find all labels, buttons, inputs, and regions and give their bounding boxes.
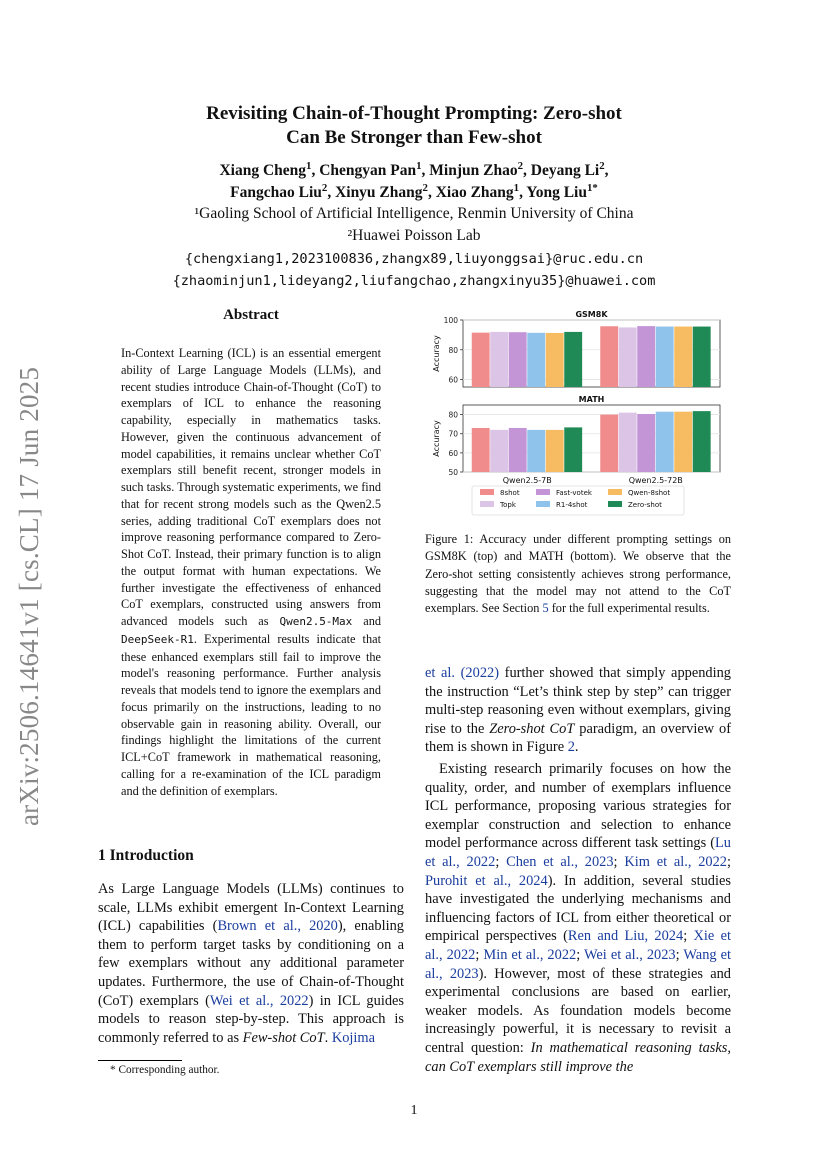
legend-label: Zero-shot xyxy=(628,501,662,509)
figure-1-chart xyxy=(420,305,732,520)
y-axis-label: Accuracy xyxy=(432,420,441,457)
bar-8shot-Qwen2.5-7B xyxy=(472,428,490,472)
figure-1-caption: Figure 1: Accuracy under different prompting settings on GSM8K (top) and MATH (bottom). We observe that the Zero-shot setting consistently achieves strong performance, suggesting that the model may not attend to the CoT exemplars. See Section 5 for the full experimental results. xyxy=(425,532,731,616)
affiliation-line2: ²Huawei Poisson Lab xyxy=(347,227,481,244)
y-tick-label: 60 xyxy=(448,375,458,385)
email-line1: {chengxiang1,2023100836,zhangx89,liuyonggsai}@ruc.edu.cn xyxy=(184,251,644,267)
footnote: * Corresponding author. xyxy=(110,1064,220,1076)
affiliation-line1: ¹Gaoling School of Artificial Intelligence, Renmin University of China xyxy=(194,205,634,222)
bar-Qwen-8shot-Qwen2.5-72B xyxy=(674,412,692,472)
legend-label: R1-4shot xyxy=(556,501,588,509)
bar-Zero-shot-Qwen2.5-7B xyxy=(564,332,582,387)
email-line2: {zhaominjun1,lideyang2,liufangchao,zhangxinyu35}@huawei.com xyxy=(172,273,656,289)
bar-R1-4shot-Qwen2.5-72B xyxy=(656,327,674,387)
y-tick-label: 80 xyxy=(448,410,458,420)
bar-Qwen-8shot-Qwen2.5-72B xyxy=(674,327,692,387)
legend-swatch-8shot xyxy=(480,489,494,495)
chart-title: MATH xyxy=(578,395,605,404)
page-number: 1 xyxy=(410,1103,418,1118)
bar-R1-4shot-Qwen2.5-7B xyxy=(527,430,545,472)
intro-right-paragraph-1: et al. (2022) further showed that simply appending the instruction “Let’s think step by step” can trigger multi-step reasoning even without exemplars, giving rise to the Zero-shot CoT paradigm, an overview of them is shown in Figure 2. xyxy=(425,665,732,756)
legend-label: Qwen-8shot xyxy=(628,489,671,497)
bar-Fast-votek-Qwen2.5-72B xyxy=(637,414,655,472)
bar-R1-4shot-Qwen2.5-72B xyxy=(656,412,674,472)
bar-Fast-votek-Qwen2.5-72B xyxy=(637,326,655,387)
bar-Zero-shot-Qwen2.5-7B xyxy=(564,427,582,472)
y-tick-label: 50 xyxy=(448,468,458,477)
bar-Topk-Qwen2.5-7B xyxy=(490,332,508,387)
bar-R1-4shot-Qwen2.5-7B xyxy=(527,333,545,387)
bar-8shot-Qwen2.5-72B xyxy=(600,415,618,472)
y-axis-label: Accuracy xyxy=(432,335,441,372)
legend-label: Topk xyxy=(500,501,516,509)
intro-right-paragraph-2: Existing research primarily focuses on how the quality, order, and number of exemplars influence ICL performance, proposing various strategies for exemplar construction and selection to enhance model performance across different task settings (Lu et al., 2022; Chen et al., 2023; Kim et al., 2022; Purohit et al., 2024). In addition, several studies have investigated the underlying mechanisms and influencing factors of ICL from either theoretical or empirical perspectives (Ren and Liu, 2024; Xie et al., 2022; Min et al., 2022; Wei et al., 2023; Wang et al., 2023). However, most of these strategies and experimental conclusions are based on earlier, weaker models. As foundation models become increasingly powerful, it is necessary to revisit a central question: In mathematical reasoning tasks, can CoT exemplars still improve the xyxy=(425,761,731,1075)
bar-Zero-shot-Qwen2.5-72B xyxy=(693,327,711,387)
intro-left-paragraph: As Large Language Models (LLMs) continues to scale, LLMs exhibit emergent In-Context Learning (ICL) capabilities (Brown et al., 2020), enabling them to perform target tasks by conditioning on a few exemplars without any additional parameter updates. Furthermore, the use of Chain-of-Thought (CoT) exemplars (Wei et al., 2022) in ICL guides models to reason step-by-step. This approach is commonly referred to as Few-shot CoT. Kojima xyxy=(98,881,405,1046)
legend-swatch-Qwen-8shot xyxy=(608,489,622,495)
authors-line2: Fangchao Liu$^2$, Xinyu Zhang$^2$, Xiao Zhang$^1$, Yong Liu$^{1*}$ xyxy=(230,181,598,201)
y-tick-label: 70 xyxy=(448,429,458,439)
bar-Fast-votek-Qwen2.5-7B xyxy=(509,428,527,472)
legend-swatch-R1-4shot xyxy=(536,501,550,507)
bar-8shot-Qwen2.5-72B xyxy=(600,326,618,387)
bar-Qwen-8shot-Qwen2.5-7B xyxy=(546,430,564,472)
legend-swatch-Zero-shot xyxy=(608,501,622,507)
x-tick-label: Qwen2.5-7B xyxy=(502,476,552,485)
bar-Topk-Qwen2.5-7B xyxy=(490,430,508,472)
legend-swatch-Fast-votek xyxy=(536,489,550,495)
chart-title: GSM8K xyxy=(575,310,608,319)
legend-swatch-Topk xyxy=(480,501,494,507)
abstract-heading: Abstract xyxy=(223,307,279,323)
x-tick-label: Qwen2.5-72B xyxy=(628,476,683,485)
arxiv-side-stamp: arXiv:2506.14641v1 [cs.CL] 17 Jun 2025 xyxy=(14,366,44,826)
footnote-rule xyxy=(98,1060,182,1061)
y-tick-label: 100 xyxy=(443,316,458,325)
bar-Fast-votek-Qwen2.5-7B xyxy=(509,332,527,387)
y-tick-label: 60 xyxy=(448,448,458,458)
authors-line1: Xiang Cheng$^1$, Chengyan Pan$^1$, Minjun Zhao$^2$, Deyang Li$^2$, xyxy=(219,159,609,179)
paper-title-line1: Revisiting Chain-of-Thought Prompting: Zero-shot xyxy=(206,103,622,124)
abstract-text: In-Context Learning (ICL) is an essential emergent ability of Large Language Models (LLMs), and recent studies introduce Chain-of-Thought (CoT) to exemplars of ICL to enhance the reasoning capability, especially in mathematics tasks. However, given the continuous advancement of model capabilities, it remains unclear whether CoT exemplars still benefit recent, stronger models in such tasks. Through systematic experiments, we find that for recent strong models such as the Qwen2.5 series, adding traditional CoT exemplars does not improve reasoning performance compared to Zero-Shot CoT. Instead, their primary function is to align the output format with human expectations. We further investigate the effectiveness of enhanced CoT exemplars, constructed using answers from advanced models such as Qwen2.5-Max and DeepSeek-R1. Experimental results indicate that these enhanced exemplars still fail to improve the model's reasoning performance. Further analysis reveals that models tend to ignore the exemplars and focus primarily on the instructions, leading to no observable gain in reasoning ability. Overall, our findings highlight the limitations of the current ICL+CoT framework in mathematical reasoning, calling for a re-examination of the ICL paradigm and the definition of exemplars. xyxy=(121,346,382,798)
legend-label: 8shot xyxy=(500,489,520,497)
legend-label: Fast-votek xyxy=(556,489,592,497)
section-heading-introduction: 1 Introduction xyxy=(98,847,194,864)
bar-8shot-Qwen2.5-7B xyxy=(472,333,490,387)
y-tick-label: 80 xyxy=(448,345,458,355)
bar-Topk-Qwen2.5-72B xyxy=(619,327,637,387)
paper-title-line2: Can Be Stronger than Few-shot xyxy=(286,127,542,148)
bar-Qwen-8shot-Qwen2.5-7B xyxy=(546,333,564,387)
bar-Zero-shot-Qwen2.5-72B xyxy=(693,411,711,472)
bar-Topk-Qwen2.5-72B xyxy=(619,413,637,472)
